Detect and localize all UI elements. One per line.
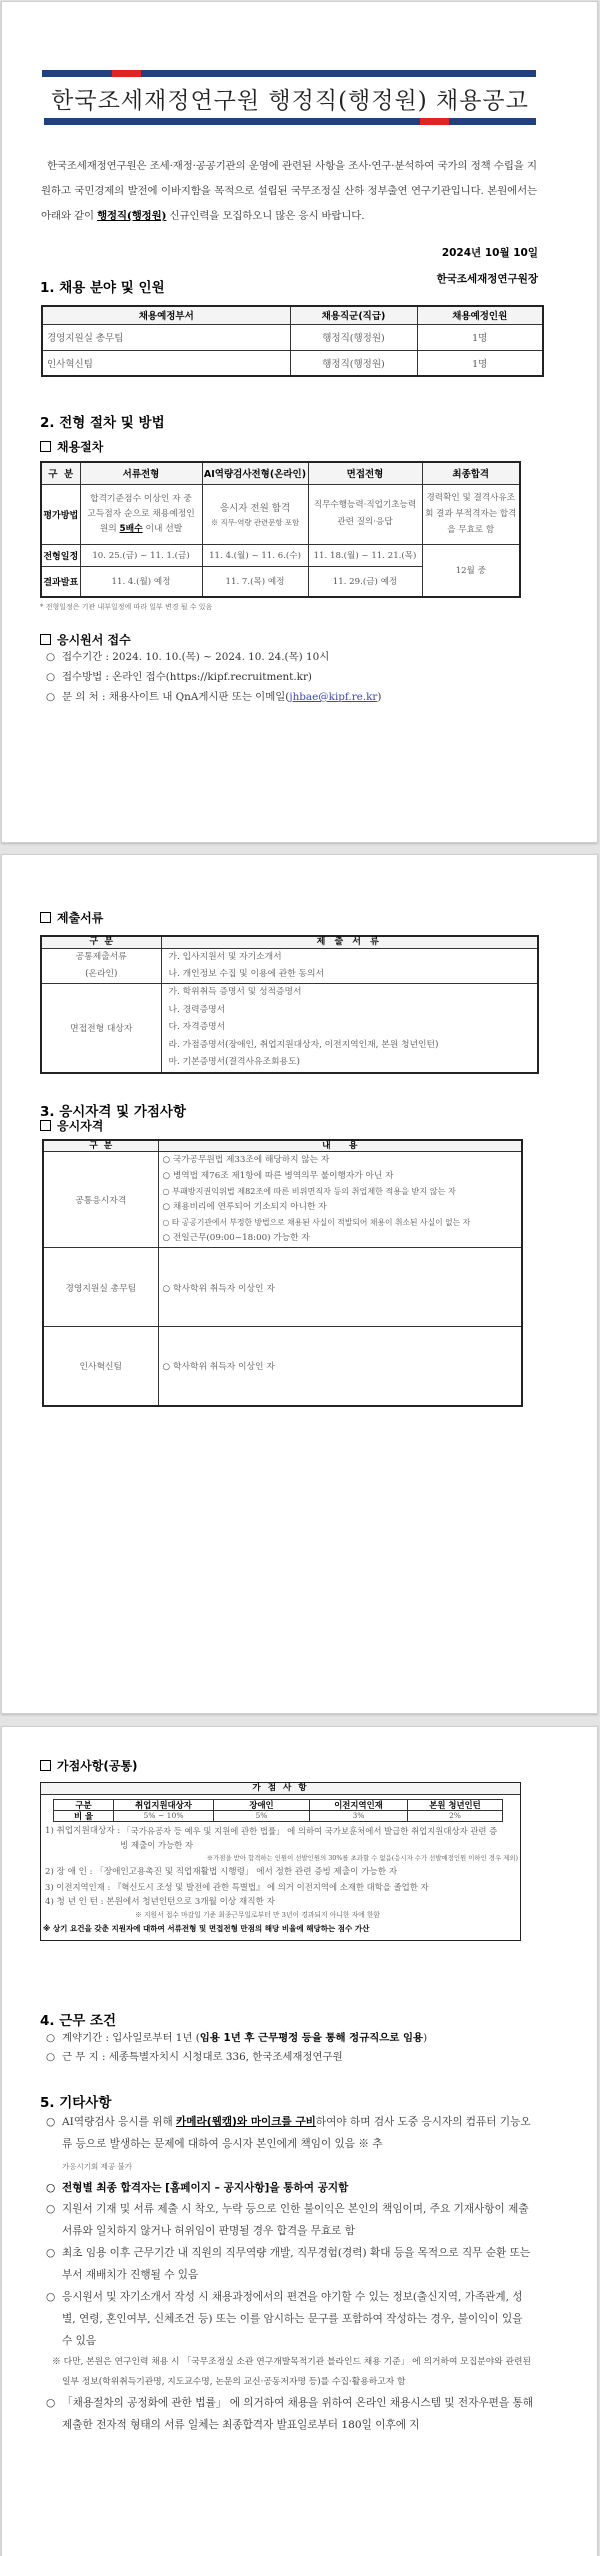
circle-bullet-icon: ○ <box>46 2182 56 2194</box>
title-bottom-bar <box>44 118 536 125</box>
list-item: ○ 근 무 지 : 세종특별자치시 시청대로 336, 한국조세재정연구원 <box>46 2048 536 2067</box>
bonus-box <box>40 1782 521 1941</box>
document-page-1 <box>1 1 598 843</box>
blind-note: ※ 다만, 본원은 연구인력 채용 시 「국무조정실 소관 연구개발목적기관 블라인드 채용 기준」 에 의거하여 모집분야와 관련된 일부 정보(학위취득기관명, 지도교수명, 논문의 교신·공동저자명 등)를 수집·활용하고자 함 <box>52 2357 532 2387</box>
issuer: 한국조세재정연구원장 <box>436 273 538 285</box>
circle-bullet-icon: ○ <box>46 651 56 663</box>
table-row: 인사혁신팀 ○ 학사학위 취득자 이상인 자 <box>43 1327 522 1406</box>
application-list <box>46 647 536 707</box>
list-item: ○ 지원서 기재 및 서류 제출 시 착오, 누락 등으로 인한 불이익은 본인의 책임이며, 주요 기재사항이 제출서류와 일치하지 않거나 허위임이 판명될 경우 합격을 무효로 함 <box>46 2198 534 2242</box>
intro-paragraph: 한국조세재정연구원은 조세·재정·공공기관의 운영에 관련된 사항을 조사·연구·분석하여 국가의 정책 수립을 지원하고 국민경제의 발전에 이바지함을 목적으로 설립된 국무조정실 산하 정부출연 연구기관입니다. 본원에서는 아래와 같이 행정직(행정원) 신규인력을 모집하오니 많은 응시 바랍니다. <box>41 160 537 222</box>
checkbox-square-icon <box>40 912 51 923</box>
qualification-table-wrap <box>42 1139 523 1407</box>
documents-table-wrap <box>40 935 539 1074</box>
section-5-heading: 5. 기타사항 <box>40 2095 112 2111</box>
list-item: ○ AI역량검사 응시를 위해 카메라(웹캠)와 마이크를 구비하여야 하며 검사 도중 응시자의 컴퓨터 기능오류 등으로 발생하는 문제에 대하여 응시자 본인에게 책임이 있음 ※ 추 가응시기회 제공 불가 <box>46 2111 534 2178</box>
circle-bullet-icon: ○ <box>46 2203 56 2215</box>
circle-bullet-icon: ○ <box>46 2247 56 2259</box>
schedule-note: * 전형일정은 기관 내부일정에 따라 일부 변경 될 수 있음 <box>40 603 213 611</box>
bonus-rate-table: 구분 취업지원대상자 장애인 이전지역인재 본원 청년인턴 비 율 5% ~ 10% 5% 3% 2% <box>53 1799 503 1822</box>
bonus-heading: 가점사항(공통) <box>40 1757 545 1774</box>
documents-table: 구 분 제 출 서 류 공통제출서류 (온라인) 가. 입사지원서 및 자기소개서 나. 개인정보 수집 및 이용에 관한 동의서 면접전형 대상자 가. 학위취득 증명서 및 성적증명서 나. 경력증명서 다. 자격증명서 라. 가점증명서(장애인, 취업지원대상자, 이전지역인재, 본원 청년인턴) 마. 기본증명서(결격사유조회용도) <box>40 935 539 1074</box>
list-item: ○ 문 의 처 : 채용사이트 내 QnA게시판 또는 이메일( jhbae@kipf.re.kr ) <box>46 687 536 707</box>
qualification-table: 구 분 내 용 공통응시자격 ○ 국가공무원법 제33조에 해당하지 않는 자 ○ 병역법 제76조 제1항에 따른 병역의무 불이행자가 아닌 자 ○ 부패방지권익위법 제82조에 따른 비위면직자 등의 취업제한 적용을 받지 않는 자 ○ 채용비리에 연루되어 기소되지 아니한 자 ○ 타 공공기관에서 부정한 방법으로 채용된 사실이 적발되어 채용이 취소된 사실이 없는 자 ○ 전일근무(09:00~18:00) 가능한 자 경영지원실 총무팀 ○ 학사학위 취득자 이상인 자 인사혁신팀 ○ 학사학위 취득자 이상인 자 <box>42 1139 523 1407</box>
circle-bullet-icon: ○ <box>46 2051 56 2063</box>
list-item: ○ 최초 임용 이후 근무기간 내 직원의 직무역량 개발, 직무경험(경력) 확대 등을 목적으로 직무 순환 또는 부서 재배치가 진행될 수 있음 <box>46 2242 534 2286</box>
list-item: ○ 전형별 최종 합격자는 [홈페이지 – 공지사항]을 통하여 공지함 <box>46 2178 534 2198</box>
work-conditions-list <box>46 2029 536 2067</box>
table-row-result: 결과발표 11. 4.(월) 예정 11. 7.(목) 예정 11. 29.(금) 예정 <box>41 566 520 597</box>
table-row-schedule: 전형일정 10. 25.(금) ~ 11. 1.(금) 11. 4.(월) ~ 11. 6.(수) 11. 18.(월) ~ 11. 21.(목) 12월 중 <box>41 544 520 566</box>
intro-highlight: 행정직(행정원) <box>97 210 167 222</box>
contact-email-link[interactable]: jhbae@kipf.re.kr <box>289 691 378 703</box>
list-item: ○ 응시원서 및 자기소개서 작성 시 채용과정에서의 편견을 야기할 수 있는 정보(출신지역, 가족관계, 성별, 연령, 혼인여부, 신체조건 등) 또는 이를 암시하는 문구를 포함하여 작성하는 경우, 불이익이 있을 수 있음 <box>46 2286 534 2352</box>
section-2-heading: 2. 전형 절차 및 방법 <box>40 415 165 431</box>
checkbox-square-icon <box>40 634 51 645</box>
circle-bullet-icon: ○ <box>46 691 56 703</box>
col-dept: 채용예정부서 <box>42 306 290 324</box>
list-item: ○ 접수방법 : 온라인 접수(https://kipf.recruitment.kr) <box>46 667 536 687</box>
misc-list <box>46 2111 534 2436</box>
title-top-bar <box>42 70 536 77</box>
qualification-heading: 응시자격 <box>40 1117 545 1134</box>
circle-bullet-icon: ○ <box>46 2116 56 2128</box>
section-1-heading: 1. 채용 분야 및 인원 <box>40 280 165 296</box>
procedure-table-wrap <box>40 461 521 612</box>
bonus-box-title: 가 점 사 항 <box>41 1783 520 1795</box>
bonus-notes: 1) 취업지원대상자 : 「국가유공자 등 예우 및 지원에 관한 법률」 에 의하여 국가보훈처에서 발급한 취업지원대상자 관련 증빙 제출이 가능한 자 ※가점을 받아 합격하는 인원이 선발인원의 30%를 초과할 수 없음(응시자 수가 선발예정인원 이하인 경우 제외) 2) 장 애 인 : 「장애인고용촉진 및 직업재활법 시행령」 에서 정한 관련 증빙 제출이 가능한 자 3) 이전지역인재 : 『혁신도시 조성 및 발전에 관한 특별법』 에 의거 이전지역에 소재한 대학을 졸업한 자 4) 청 년 인 턴 : 본원에서 청년인턴으로 3개월 이상 재직한 자 ※ 지원서 접수 마감일 기준 최종근무일로부터 만 3년이 경과되지 아니한 자에 한함 ※ 상기 요건을 갖춘 지원자에 대하여 서류전형 및 면접전형 만점의 해당 비율에 해당하는 점수 가산 <box>43 1826 518 1933</box>
circle-bullet-icon: ○ <box>46 2291 56 2303</box>
section-3-heading: 3. 응시자격 및 가점사항 <box>40 1104 186 1120</box>
col-job: 채용직군(직급) <box>290 306 417 324</box>
recruitment-table <box>41 305 544 377</box>
list-item: ○ 접수기간 : 2024. 10. 10.(목) ~ 2024. 10. 24.(목) 10시 <box>46 647 536 667</box>
checkbox-square-icon <box>40 1760 51 1771</box>
checkbox-square-icon <box>40 1120 51 1131</box>
col-count: 채용예정인원 <box>417 306 543 324</box>
title-bottom-accent <box>420 118 449 125</box>
documents-heading: 제출서류 <box>40 909 545 926</box>
table-row: 경영지원실 총무팀 행정직(행정원) 1명 <box>42 324 543 350</box>
page-title: 한국조세재정연구원 행정직(행정원) 채용공고 <box>51 88 529 114</box>
circle-bullet-icon: ○ <box>46 2397 56 2409</box>
document-page-3 <box>1 1726 598 2556</box>
list-item: ○ 계약기간 : 입사일로부터 1년 (임용 1년 후 근무평정 등을 통해 정규직으로 임용) <box>46 2029 536 2048</box>
document-page-2 <box>1 854 598 1714</box>
procedure-heading: 채용절차 <box>40 438 545 455</box>
procedure-table: 구 분 서류전형 AI역량검사전형(온라인) 면접전형 최종합격 평가방법 합격기준점수 이상인 자 중 고득점자 순으로 채용예정인원의 5배수 이내 선발 응시자 전원 합격 ※ 직무·역량 관련문항 포함 직무수행능력·직업기초능력 관련 질의·응답 경력확인 및 결격사유조회 결과 부적격자는 합격을 무효로 함 전형일정 10. 25.(금) ~ 11. 1.(금) 11. 4.(월) ~ 11. 6.(수) 11. 18.(월) ~ 11. 21.(목) 12월 중 결과발표 11. 4.(월) 예정 11. 7.(목) 예정 11. 29.(금) 예정 <box>40 461 521 598</box>
table-row: 면접전형 대상자 가. 학위취득 증명서 및 성적증명서 나. 경력증명서 다. 자격증명서 라. 가점증명서(장애인, 취업지원대상자, 이전지역인재, 본원 청년인턴) 마. 기본증명서(결격사유조회용도) <box>41 984 538 1073</box>
announcement-date: 2024년 10월 10일 <box>441 247 538 259</box>
section-4-heading: 4. 근무 조건 <box>40 2013 117 2029</box>
application-heading: 응시원서 접수 <box>40 631 545 648</box>
table-row-method: 평가방법 합격기준점수 이상인 자 중 고득점자 순으로 채용예정인원의 5배수 이내 선발 응시자 전원 합격 ※ 직무·역량 관련문항 포함 직무수행능력·직업기초능력 관련 질의·응답 경력확인 및 결격사유조회 결과 부적격자는 합격을 무효로 함 <box>41 484 520 544</box>
table-row: 인사혁신팀 행정직(행정원) 1명 <box>42 350 543 376</box>
circle-bullet-icon: ○ <box>46 2032 56 2044</box>
table-row: 경영지원실 총무팀 ○ 학사학위 취득자 이상인 자 <box>43 1248 522 1327</box>
checkbox-square-icon <box>40 441 51 452</box>
title-top-accent <box>112 70 141 77</box>
table-row: 공통응시자격 ○ 국가공무원법 제33조에 해당하지 않는 자 ○ 병역법 제76조 제1항에 따른 병역의무 불이행자가 아닌 자 ○ 부패방지권익위법 제82조에 따른 비위면직자 등의 취업제한 적용을 받지 않는 자 ○ 채용비리에 연루되어 기소되지 아니한 자 ○ 타 공공기관에서 부정한 방법으로 채용된 사실이 적발되어 채용이 취소된 사실이 없는 자 ○ 전일근무(09:00~18:00) 가능한 자 <box>43 1152 522 1248</box>
circle-bullet-icon: ○ <box>46 671 56 683</box>
table-row: 공통제출서류 (온라인) 가. 입사지원서 및 자기소개서 나. 개인정보 수집 및 이용에 관한 동의서 <box>41 949 538 984</box>
list-item: ○ 「채용절차의 공정화에 관한 법률」 에 의거하여 채용을 위하여 온라인 채용시스템 및 전자우편을 통해 제출한 전자적 형태의 서류 일체는 최종합격자 발표일로부터 180일 이후에 지 <box>46 2392 534 2436</box>
recruitment-table-wrap <box>41 305 544 377</box>
